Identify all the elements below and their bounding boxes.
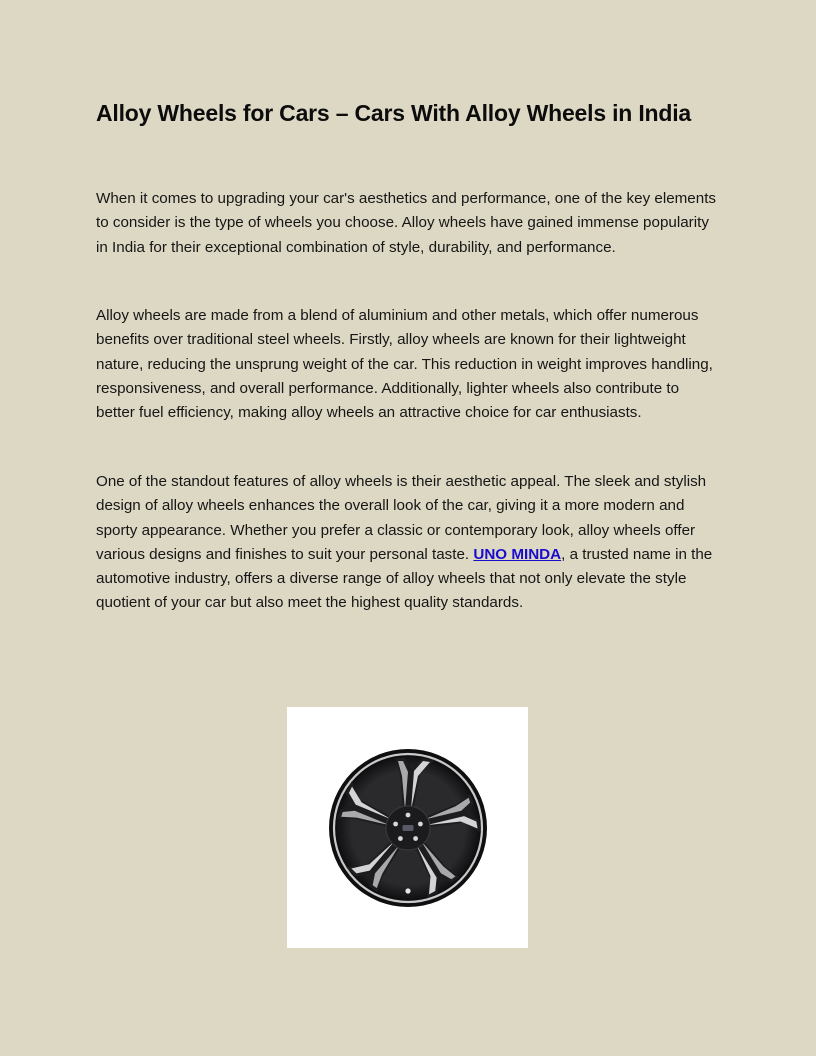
hub-cap-logo	[403, 825, 414, 831]
paragraph-aesthetics	[96, 470, 722, 616]
paragraph-aesthetics-text-before-link: One of the standout features of alloy wheels is their aesthetic appeal. The sleek and stylish design of alloy wheels enhances the overall look of the car, giving it a more modern and sporty appearance. Whether you prefer a classic or contemporary look, alloy wheels offer various designs and finishes to suit your personal taste.	[96, 473, 707, 563]
uno-minda-link[interactable]: UNO MINDA	[473, 545, 562, 563]
alloy-wheel-image	[287, 707, 528, 948]
paragraph-intro: When it comes to upgrading your car's aesthetics and performance, one of the key elements to consider is the type of wheels you choose. Alloy wheels have gained immense popularity in India for their exceptional combination of style, durability, and performance.	[96, 190, 717, 256]
paragraph-benefits: Alloy wheels are made from a blend of aluminium and other metals, which offer numerous benefits over traditional steel wheels. Firstly, alloy wheels are known for their lightweight nature, reducing the unsprung weight of the car. This reduction in weight improves handling, responsiveness, and overall performance. Additionally, lighter wheels also contribute to better fuel efficiency, making alloy wheels an attractive choice for car enthusiasts.	[96, 307, 713, 422]
paragraph-aesthetics-text-after-link: , a trusted name in the automotive industry, offers a diverse range of alloy wheels that not only elevate the style quotient of your car but also meet the highest quality standards.	[96, 545, 713, 612]
alloy-wheel-icon	[287, 707, 528, 948]
page-title: Alloy Wheels for Cars – Cars With Alloy Wheels in India	[96, 100, 692, 126]
